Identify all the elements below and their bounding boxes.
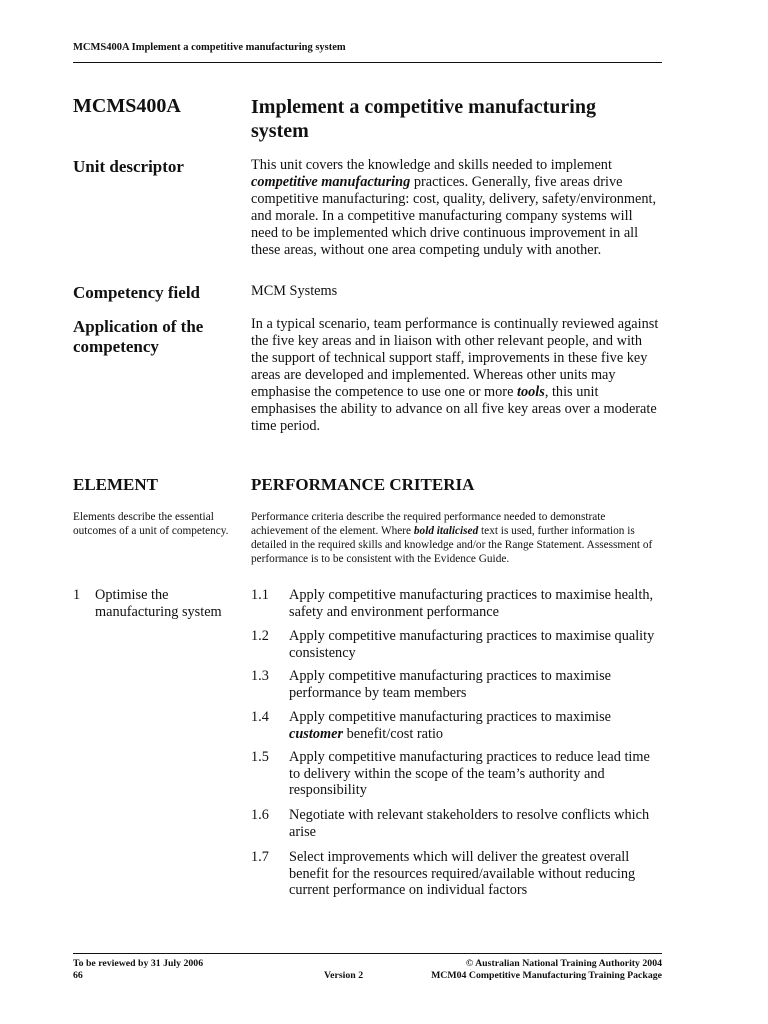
version-label: Version 2 [324,970,364,981]
descriptor-text-after: practices. Generally, five areas drive competitive manufacturing: cost, quality, delivery, safety/environment, and morale. In a competitive manufacturing company systems will need to be implemented which drive continuous improvement in all these areas, without one area competing unduly with another. [251,174,657,258]
page-number: 66 [73,970,83,981]
criterion-text-before: Apply competitive manufacturing practices to maximise quality consistency [289,628,655,661]
criterion-text-before: Apply competitive manufacturing practices to maximise [289,709,611,725]
criterion-number: 1.3 [251,668,269,684]
criterion-text [289,749,664,799]
unit-title: Implement a competitive manufacturing system [251,96,596,142]
criterion-text-after: benefit/cost ratio [343,725,444,742]
descriptor-text-before: This unit covers the knowledge and skills needed to implement [251,157,612,173]
unit-code: MCMS400A [73,95,181,117]
element-text: Optimise the manufacturing system [95,587,222,620]
criterion-text-before: Apply competitive manufacturing practices to reduce lead time to delivery within the scope of the team’s authority and responsibility [289,749,650,798]
criterion-text [289,849,664,899]
review-date: To be reviewed by 31 July 2006 [73,958,204,969]
element-number: 1 [73,587,81,603]
criterion-text [289,628,664,661]
pc-note-after: text is used, further information is detailed in the required skills and knowledge and/or the Range Statement. Assessment of performance is to be consistent with the Evidence Guide. [251,525,653,565]
pc-note-before: Performance criteria describe the required performance needed to demonstrate achievement of the element. Where [251,511,606,537]
application-text-after: , this unit emphasises the ability to advance on all five key areas over a moderate time period. [251,384,657,434]
criterion-number: 1.6 [251,807,269,823]
descriptor-text [251,157,661,259]
pc-note [251,510,661,566]
criterion-text-before: Apply competitive manufacturing practices to maximise health, safety and environment performance [289,587,654,620]
copyright-notice: © Australian National Training Authority 2004 [465,958,662,969]
criterion-text-before: Apply competitive manufacturing practices to maximise performance by team members [289,668,611,701]
criterion-number: 1.1 [251,587,269,603]
application-label: Application of the competency [73,317,204,356]
criterion-text [289,807,664,840]
application-text-before: In a typical scenario, team performance is continually reviewed against the five key areas and in liaison with other relevant people, and with the support of technical support staff, improvements in these five key areas are developed and implemented. Whereas other units may emphasise the competence to use one or more [251,316,659,400]
training-package: MCM04 Competitive Manufacturing Training Package [431,970,662,981]
footer-rule [73,953,662,954]
competency-field-label: Competency field [73,283,201,302]
element-heading: ELEMENT [73,475,159,494]
criterion-text [289,668,664,701]
criterion-number: 1.2 [251,628,269,644]
criterion-text-before: Select improvements which will deliver the greatest overall benefit for the resources required/available without reducing current performance on individual factors [289,849,636,898]
pc-note-emphasis: bold italicised [413,525,479,537]
element-note: Elements describe the essential outcomes of a unit of competency. [73,511,229,537]
criterion-number: 1.5 [251,749,269,765]
criterion-text [289,587,664,620]
criterion-number: 1.4 [251,709,269,725]
competency-field-value: MCM Systems [251,283,338,299]
criterion-text [289,709,664,742]
pc-heading: PERFORMANCE CRITERIA [251,475,475,494]
criterion-text-before: Negotiate with relevant stakeholders to resolve conflicts which arise [289,807,650,840]
criterion-number: 1.7 [251,849,269,865]
application-emphasis: tools [517,384,545,400]
descriptor-emphasis: competitive manufacturing [251,174,411,190]
running-header: MCMS400A Implement a competitive manufacturing system [73,42,346,53]
criterion-emphasis: customer [289,725,344,742]
descriptor-label: Unit descriptor [73,157,184,176]
application-text [251,316,661,435]
header-rule [73,62,662,63]
